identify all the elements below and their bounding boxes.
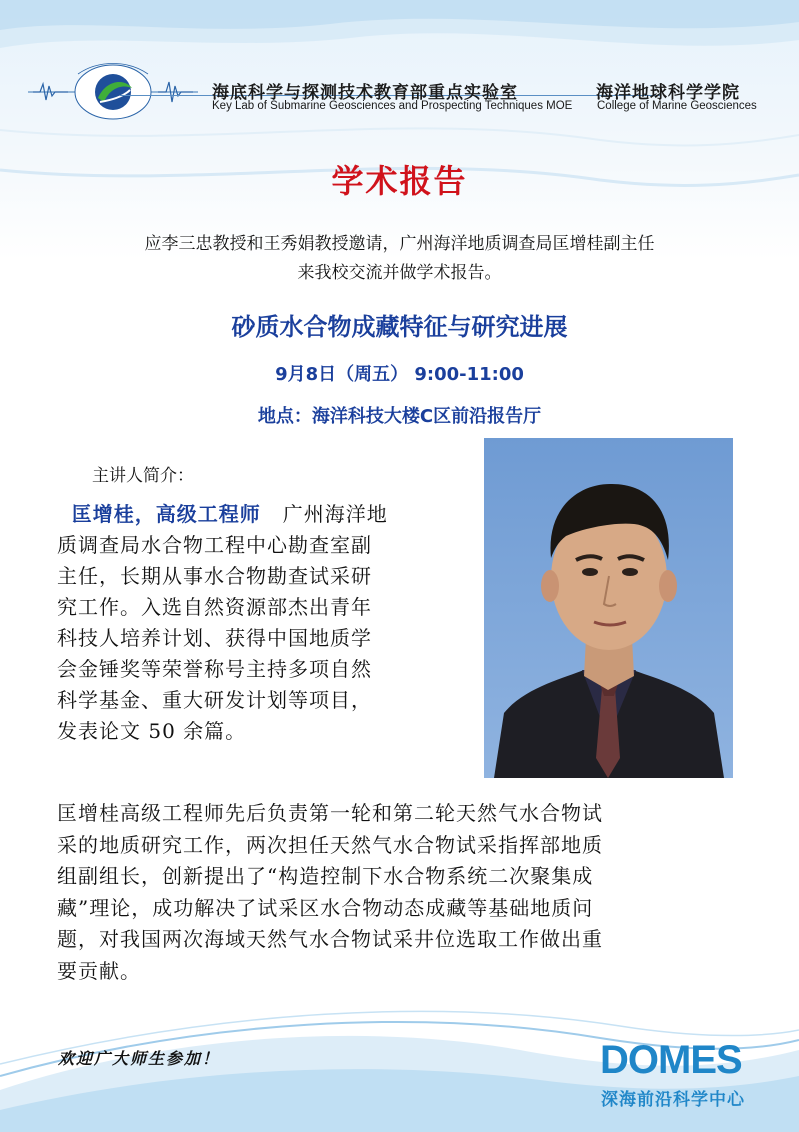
speaker-portrait-illustration [484,438,733,778]
bio-line: 质调查局水合物工程中心勘查室副 [57,533,372,557]
talk-time: 9月8日（周五） 9:00-11:00 [275,364,524,385]
poster-title: 学术报告 [331,162,468,200]
bio-line: 会金锤奖等荣誉称号主持多项自然 [57,657,372,681]
talk-title: 砂质水合物成藏特征与研究进展 [231,313,568,341]
bio-line-text: 广州海洋地 [282,502,388,526]
bio-line: 究工作。入选自然资源部杰出青年 [57,595,372,619]
intro-line-2: 来我校交流并做学术报告。 [297,263,502,283]
domes-center-name: 深海前沿科学中心 [601,1090,745,1110]
body-line: 采的地质研究工作，两次担任天然气水合物试采指挥部地质 [57,832,603,857]
bio-line [57,499,467,530]
college-name-cn: 海洋地球科学学院 [596,83,740,103]
college-name-en: College of Marine Geosciences [597,100,757,112]
body-line: 藏”理论，成功解决了试采区水合物动态成藏等基础地质问 [57,895,594,920]
body-line: 题，对我国两次海域天然气水合物试采井位选取工作做出重 [57,927,603,951]
bio-line: 科学基金、重大研发计划等项目， [57,688,372,712]
welcome-message: 欢迎广大师生参加！ [58,1049,221,1068]
intro-line-1: 应李三忠教授和王秀娟教授邀请，广州海洋地质调查局匡增桂副主任 [144,234,655,254]
speaker-photo [484,438,733,778]
speaker-name-title: 匡增桂，高级工程师 [71,502,261,526]
speaker-achievements [57,798,747,987]
lab-name-cn: 海底科学与探测技术教育部重点实验室 [212,83,518,103]
bio-line: 科技人培养计划、获得中国地质学 [57,626,372,650]
lab-logo [28,52,198,122]
lab-name-en: Key Lab of Submarine Geosciences and Prospecting Techniques MOE [212,100,573,112]
speaker-bio-heading: 主讲人简介： [92,466,194,486]
bio-line: 发表论文 50 余篇。 [57,719,247,743]
bio-line: 主任，长期从事水合物勘查试采研 [57,564,372,588]
body-line: 组副组长，创新提出了“构造控制下水合物系统二次聚集成 [57,864,594,888]
body-line: 要贡献。 [57,958,141,983]
body-line: 匡增桂高级工程师先后负责第一轮和第二轮天然气水合物试 [57,801,603,825]
speaker-bio [57,499,467,747]
domes-logo: DOMES [600,1038,742,1082]
talk-place: 地点：海洋科技大楼C区前沿报告厅 [257,406,542,427]
